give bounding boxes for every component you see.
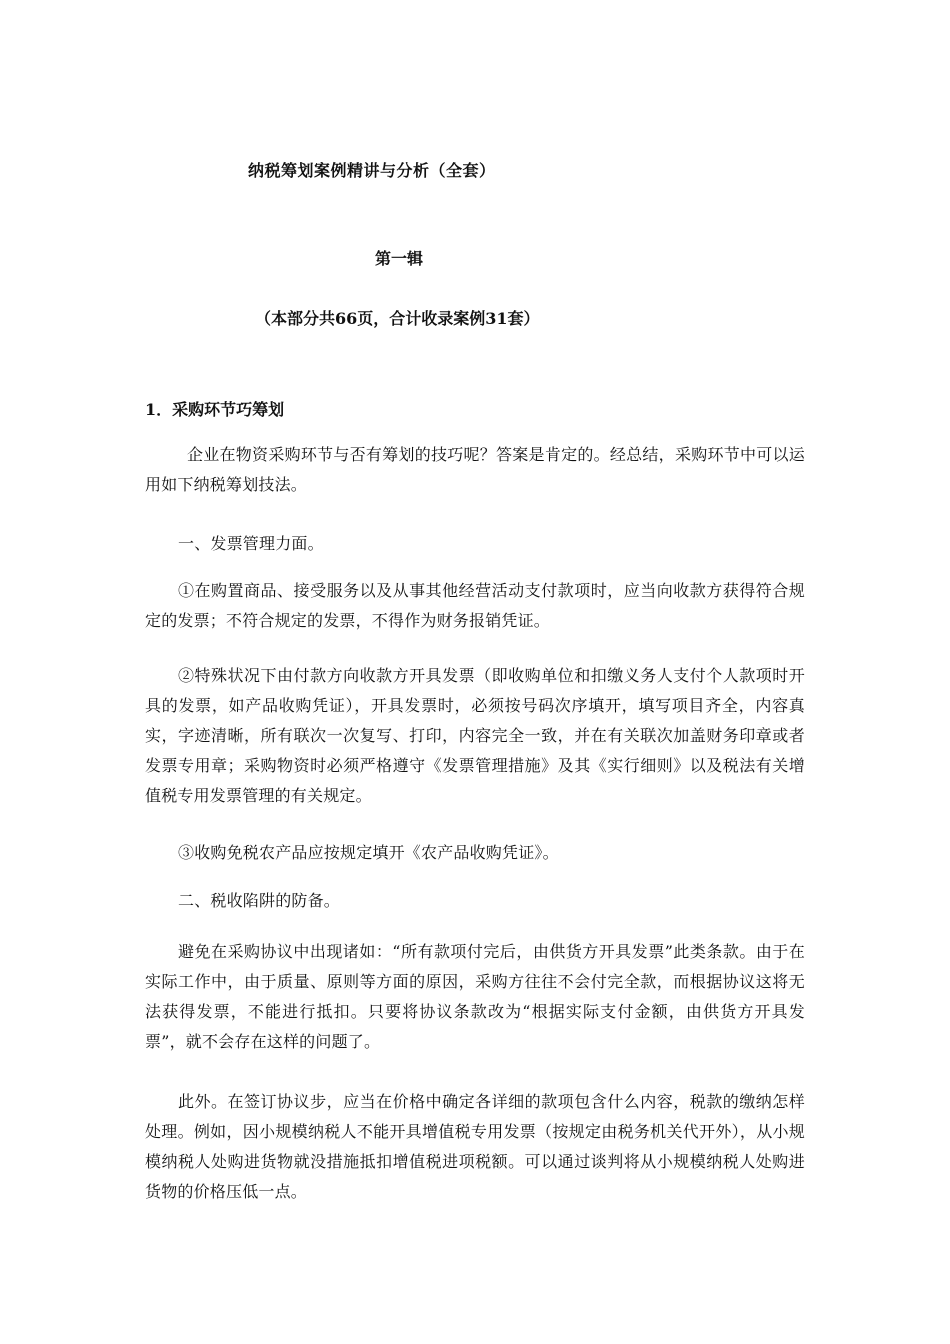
part-note: （本部分共66页，合计收录案例31套）	[255, 309, 540, 328]
section-heading: 1．采购环节巧筹划	[145, 400, 285, 419]
part-title: 第一辑	[375, 249, 424, 268]
paragraph-invoice-item-1: ①在购置商品、接受服务以及从事其他经营活动支付款项时，应当向收款方获得符合规定的发票；不符合规定的发票，不得作为财务报销凭证。	[145, 581, 805, 630]
paragraph-tax-trap-heading: 二、税收陷阱的防备。	[178, 891, 341, 910]
paragraph-contract-pricing: 此外。在签订协议步，应当在价格中确定各详细的款项包含什么内容，税款的缴纳怎样处理。例如，因小规模纳税人不能开具增值税专用发票（按规定由税务机关代开外），从小规模纳税人处购进货物就没措施抵扣增值税进项税额。可以通过谈判将从小规模纳税人处购进货物的价格压低一点。	[145, 1092, 805, 1201]
document-title: 纳税筹划案例精讲与分析（全套）	[248, 161, 496, 180]
paragraph-invoice-item-3: ③收购免税农产品应按规定填开《农产品收购凭证》。	[178, 843, 559, 862]
paragraph-invoice-item-2: ②特殊状况下由付款方向收款方开具发票（即收购单位和扣缴义务人支付个人款项时开具的发票，如产品收购凭证），开具发票时，必须按号码次序填开，填写项目齐全，内容真实，字迹清晰，所有联次一次复写、打印，内容完全一致，并在有关联次加盖财务印章或者发票专用章；采购物资时必须严格遵守《发票管理措施》及其《实行细则》以及税法有关增值税专用发票管理的有关规定。	[145, 666, 805, 805]
paragraph-intro: 企业在物资采购环节与否有筹划的技巧呢？答案是肯定的。经总结，采购环节中可以运用如下纳税筹划技法。	[145, 445, 805, 494]
paragraph-invoice-heading: 一、发票管理力面。	[178, 534, 324, 553]
paragraph-tax-trap-detail: 避免在采购协议中出现诸如：“所有款项付完后，由供货方开具发票”此类条款。由于在实际工作中，由于质量、原则等方面的原因，采购方往往不会付完全款，而根据协议这将无法获得发票，不能进行抵扣。只要将协议条款改为“根据实际支付金额，由供货方开具发票”，就不会存在这样的问题了。	[145, 942, 805, 1051]
